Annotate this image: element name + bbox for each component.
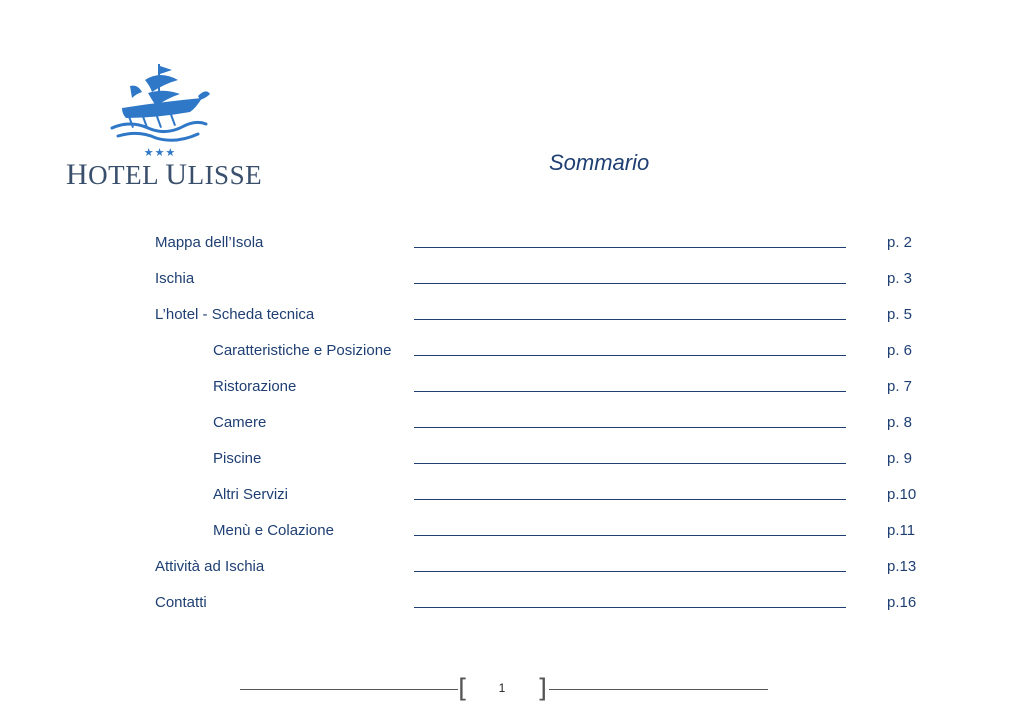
toc-leader-line [414, 607, 846, 608]
footer-rule-left [240, 689, 458, 690]
toc-entry[interactable] [0, 558, 1024, 580]
toc-page-number: p.16 [887, 594, 917, 611]
toc-page-number: p. 6 [887, 342, 913, 359]
hotel-name: HOTEL ULISSE [66, 158, 263, 191]
toc-entry-label: Piscine [213, 450, 262, 467]
toc-entry[interactable] [0, 378, 1024, 400]
footer-rule-right [549, 689, 768, 690]
toc-entry-label: Altri Servizi [213, 486, 289, 503]
toc-leader-line [414, 247, 846, 248]
toc-entry[interactable] [0, 450, 1024, 472]
ship-logo-icon [60, 58, 260, 148]
toc-entry[interactable] [0, 342, 1024, 364]
toc-entry[interactable] [0, 306, 1024, 328]
toc-entry[interactable] [0, 486, 1024, 508]
toc-page-number: p. 3 [887, 270, 913, 287]
page-title: Sommario [549, 150, 650, 175]
toc-leader-line [414, 283, 846, 284]
toc-page-number: p.10 [887, 486, 917, 503]
toc-leader-line [414, 463, 846, 464]
toc-entry-label: Caratteristiche e Posizione [213, 342, 392, 359]
toc-leader-line [414, 355, 846, 356]
toc-entry-label: L’hotel - Scheda tecnica [155, 306, 315, 323]
toc-entry-label: Ischia [155, 270, 195, 287]
footer-bracket-right: ] [537, 674, 548, 704]
toc-page-number: p. 9 [887, 450, 913, 467]
toc-leader-line [414, 427, 846, 428]
toc-entry-label: Camere [213, 414, 267, 431]
toc-entry-label: Mappa dell’Isola [155, 234, 264, 251]
toc-leader-line [414, 535, 846, 536]
toc-page-number: p. 2 [887, 234, 913, 251]
toc-page-number: p. 8 [887, 414, 913, 431]
toc-entry[interactable] [0, 594, 1024, 616]
toc-leader-line [414, 391, 846, 392]
page-footer [0, 676, 1024, 706]
toc-entry-label: Ristorazione [213, 378, 297, 395]
page-number: 1 [498, 681, 506, 695]
toc-leader-line [414, 571, 846, 572]
toc-page-number: p.11 [887, 522, 916, 539]
hotel-logo [60, 58, 263, 193]
toc-entry[interactable] [0, 522, 1024, 544]
rating-stars: ★★★ [143, 147, 177, 159]
toc-entry-label: Menù e Colazione [213, 522, 334, 539]
toc-page-number: p. 7 [887, 378, 913, 395]
toc-entry[interactable] [0, 270, 1024, 292]
toc-entry-label: Contatti [155, 594, 207, 611]
toc-leader-line [414, 319, 846, 320]
toc-entry-label: Attività ad Ischia [155, 558, 265, 575]
toc-page-number: p.13 [887, 558, 917, 575]
toc-entry[interactable] [0, 414, 1024, 436]
toc-entry[interactable] [0, 234, 1024, 256]
toc-page-number: p. 5 [887, 306, 913, 323]
toc-leader-line [414, 499, 846, 500]
footer-bracket-left: [ [458, 674, 469, 704]
